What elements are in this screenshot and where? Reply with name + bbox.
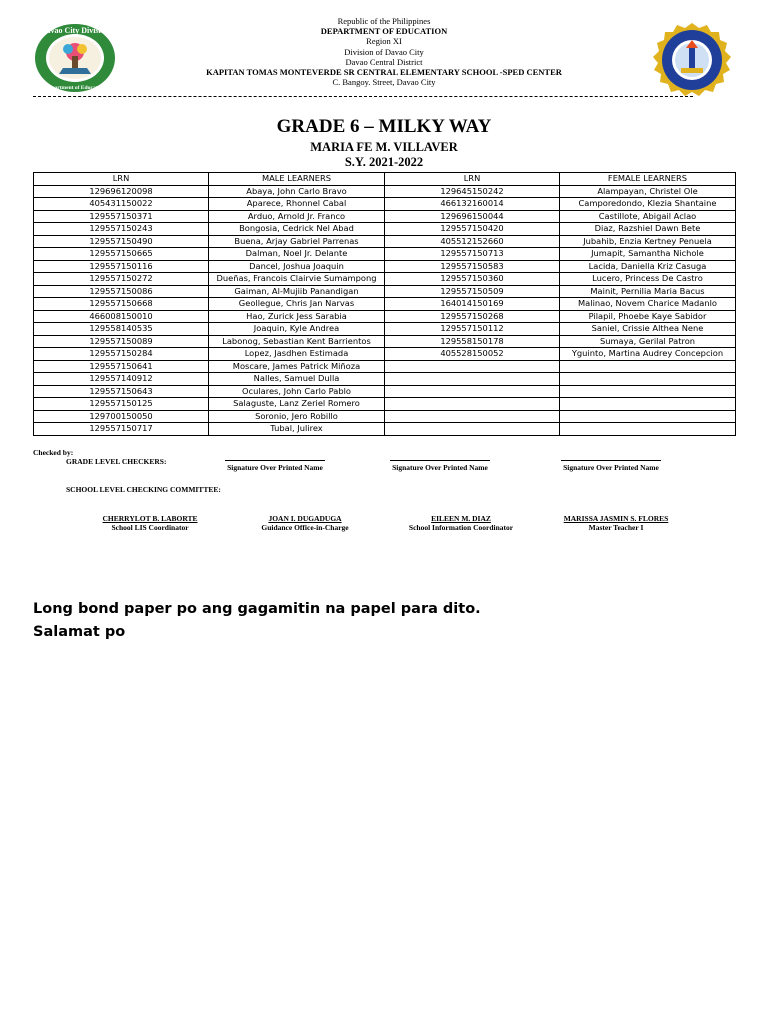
seal-text-top: Davao City Division (40, 26, 110, 35)
officer-name: MARISSA JASMIN S. FLORES (563, 514, 669, 523)
lrn-male-cell: 129557150116 (34, 260, 209, 273)
lrn-male-cell: 129557150272 (34, 273, 209, 286)
header-region: Region XI (366, 36, 402, 47)
female-learner-cell: Jumapit, Samantha Nichole (560, 248, 736, 261)
lrn-female-cell: 129557150713 (385, 248, 560, 261)
male-learner-cell: Arduo, Arnold Jr. Franco (209, 210, 385, 223)
table-row (34, 198, 736, 211)
lrn-female-cell: 129558150178 (385, 335, 560, 348)
officer-role: School Information Coordinator (408, 523, 514, 532)
lrn-male-cell: 129557150668 (34, 298, 209, 311)
lrn-male-cell: 129557150643 (34, 385, 209, 398)
table-row (34, 235, 736, 248)
table-row (34, 273, 736, 286)
female-learner-cell (560, 423, 736, 436)
header-republic: Republic of the Philippines (337, 16, 431, 26)
signature-block-2 (380, 460, 500, 472)
male-learner-cell: Tubal, Julirex (209, 423, 385, 436)
male-learner-cell: Nalles, Samuel Dulla (209, 373, 385, 386)
lrn-female-cell: 129557150509 (385, 285, 560, 298)
learners-table (33, 172, 736, 436)
lrn-female-cell: 164014150169 (385, 298, 560, 311)
lrn-male-cell: 129558140535 (34, 323, 209, 336)
lrn-male-cell: 466008150010 (34, 310, 209, 323)
lrn-male-cell: 129557150641 (34, 360, 209, 373)
officer-guidance (245, 514, 365, 532)
female-learner-cell: Lacida, Daniella Kriz Casuga (560, 260, 736, 273)
lrn-male-cell: 129557150284 (34, 348, 209, 361)
female-learner-cell: Saniel, Crissie Althea Nene (560, 323, 736, 336)
lrn-female-cell: 129645150242 (385, 185, 560, 198)
male-learner-cell: Abaya, John Carlo Bravo (209, 185, 385, 198)
lrn-male-cell: 129557140912 (34, 373, 209, 386)
male-learner-cell: Moscare, James Patrick Miñoza (209, 360, 385, 373)
signature-label: Signature Over Printed Name (563, 463, 659, 472)
header-address: C. Bangoy. Street, Davao City (332, 77, 436, 88)
page-title: GRADE 6 – MILKY WAY (276, 116, 492, 137)
signature-block-3 (551, 460, 671, 472)
school-year: S.Y. 2021-2022 (344, 155, 424, 169)
header-female-learners: FEMALE LEARNERS (560, 173, 736, 186)
lrn-female-cell (385, 423, 560, 436)
female-learner-cell: Mainit, Pernilia Maria Bacus (560, 285, 736, 298)
header-lrn-female: LRN (385, 173, 560, 186)
female-learner-cell: Malinao, Novem Charice Madanlo (560, 298, 736, 311)
lrn-female-cell (385, 373, 560, 386)
lrn-male-cell: 129557150490 (34, 235, 209, 248)
female-learner-cell: Pilapil, Phoebe Kaye Sabidor (560, 310, 736, 323)
checked-by-label: Checked by: (33, 448, 74, 457)
lrn-female-cell: 129557150360 (385, 273, 560, 286)
header-district: Davao Central District (345, 56, 423, 67)
signature-line (561, 460, 661, 461)
lrn-female-cell (385, 385, 560, 398)
male-learner-cell: Salaguste, Lanz Zeriel Romero (209, 398, 385, 411)
header-school-name: KAPITAN TOMAS MONTEVERDE SR CENTRAL ELEMENTARY SCHOOL -SPED CENTER (206, 67, 562, 78)
lrn-male-cell: 129557150125 (34, 398, 209, 411)
table-row (34, 398, 736, 411)
signature-line (225, 460, 325, 461)
female-learner-cell: Camporedondo, Klezia Shantaine (560, 198, 736, 211)
note-line-1: Long bond paper po ang gagamitin na papel para dito. (33, 601, 481, 617)
signature-label: Signature Over Printed Name (227, 463, 323, 472)
learners-table-body (34, 185, 736, 435)
header-division: Division of Davao City (344, 46, 424, 57)
officer-role: Master Teacher I (588, 523, 644, 532)
teacher-name: MARIA FE M. VILLAVER (310, 140, 458, 154)
officer-role: School LIS Coordinator (111, 523, 189, 532)
male-learner-cell: Dalman, Noel Jr. Delante (209, 248, 385, 261)
officer-role: Guidance Office-in-Charge (261, 523, 349, 532)
table-row (34, 298, 736, 311)
male-learner-cell: Geollegue, Chris Jan Narvas (209, 298, 385, 311)
note-line-2: Salamat po (33, 624, 126, 640)
female-learner-cell (560, 360, 736, 373)
table-row (34, 323, 736, 336)
male-learner-cell: Soronio, Jero Robillo (209, 410, 385, 423)
male-learner-cell: Bongosia, Cedrick Nel Abad (209, 223, 385, 236)
lrn-female-cell (385, 410, 560, 423)
male-learner-cell: Labonog, Sebastian Kent Barrientos (209, 335, 385, 348)
grade-level-checkers-label: GRADE LEVEL CHECKERS: (66, 457, 167, 466)
table-row (34, 285, 736, 298)
table-row (34, 410, 736, 423)
table-row (34, 385, 736, 398)
lrn-male-cell: 129557150086 (34, 285, 209, 298)
male-learner-cell: Gaiman, Al-Mujiib Panandigan (209, 285, 385, 298)
instruction-note (33, 598, 481, 644)
female-learner-cell: Lucero, Princess De Castro (560, 273, 736, 286)
lrn-female-cell: 405528150052 (385, 348, 560, 361)
table-row (34, 260, 736, 273)
female-learner-cell: Castillote, Abigail Aclao (560, 210, 736, 223)
seal-text-bottom: Department of Education (45, 85, 105, 91)
signature-line (390, 460, 490, 461)
lrn-female-cell: 466132160014 (385, 198, 560, 211)
table-row (34, 423, 736, 436)
officer-name: CHERRYLOT B. LABORTE (102, 514, 198, 523)
female-learner-cell (560, 385, 736, 398)
lrn-male-cell: 129696120098 (34, 185, 209, 198)
female-learner-cell: Yguinto, Martina Audrey Concepcion (560, 348, 736, 361)
male-learner-cell: Dueñas, Francois Clairvie Sumampong (209, 273, 385, 286)
lrn-female-cell: 129557150268 (385, 310, 560, 323)
male-learner-cell: Oculares, John Carlo Pablo (209, 385, 385, 398)
lrn-female-cell: 129557150112 (385, 323, 560, 336)
male-learner-cell: Buena, Arjay Gabriel Parrenas (209, 235, 385, 248)
lrn-female-cell (385, 398, 560, 411)
male-learner-cell: Hao, Zurick Jess Sarabia (209, 310, 385, 323)
table-header-row (34, 173, 736, 186)
female-learner-cell (560, 410, 736, 423)
female-learner-cell (560, 398, 736, 411)
school-level-committee-label: SCHOOL LEVEL CHECKING COMMITTEE: (66, 485, 221, 494)
document-header (0, 16, 768, 87)
header-department: DEPARTMENT OF EDUCATION (320, 26, 448, 37)
signature-block-1 (215, 460, 335, 472)
lrn-male-cell: 129557150371 (34, 210, 209, 223)
table-row (34, 360, 736, 373)
lrn-male-cell: 129557150089 (34, 335, 209, 348)
table-row (34, 210, 736, 223)
header-male-learners: MALE LEARNERS (209, 173, 385, 186)
female-learner-cell: Diaz, Razshiel Dawn Bete (560, 223, 736, 236)
table-row (34, 373, 736, 386)
signature-label: Signature Over Printed Name (392, 463, 488, 472)
lrn-female-cell (385, 360, 560, 373)
female-learner-cell (560, 373, 736, 386)
table-row (34, 348, 736, 361)
officer-name: JOAN I. DUGADUGA (268, 514, 342, 523)
male-learner-cell: Joaquin, Kyle Andrea (209, 323, 385, 336)
lrn-female-cell: 129696150044 (385, 210, 560, 223)
officer-name: EILEEN M. DIAZ (431, 514, 491, 523)
male-learner-cell: Lopez, Jasdhen Estimada (209, 348, 385, 361)
lrn-male-cell: 129557150717 (34, 423, 209, 436)
table-row (34, 223, 736, 236)
officer-master-teacher (551, 514, 681, 532)
lrn-female-cell: 129557150420 (385, 223, 560, 236)
table-row (34, 310, 736, 323)
table-row (34, 335, 736, 348)
male-learner-cell: Aparece, Rhonnel Cabal (209, 198, 385, 211)
lrn-female-cell: 129557150583 (385, 260, 560, 273)
table-row (34, 248, 736, 261)
female-learner-cell: Alampayan, Christel Ole (560, 185, 736, 198)
header-divider (33, 96, 693, 97)
female-learner-cell: Jubahib, Enzia Kertney Penuela (560, 235, 736, 248)
lrn-male-cell: 129700150050 (34, 410, 209, 423)
officer-information-coordinator (396, 514, 526, 532)
table-row (34, 185, 736, 198)
male-learner-cell: Dancel, Joshua Joaquin (209, 260, 385, 273)
header-lrn-male: LRN (34, 173, 209, 186)
lrn-male-cell: 129557150665 (34, 248, 209, 261)
officer-lis-coordinator (90, 514, 210, 532)
lrn-male-cell: 405431150022 (34, 198, 209, 211)
female-learner-cell: Sumaya, Gerilal Patron (560, 335, 736, 348)
lrn-female-cell: 405512152660 (385, 235, 560, 248)
lrn-male-cell: 129557150243 (34, 223, 209, 236)
